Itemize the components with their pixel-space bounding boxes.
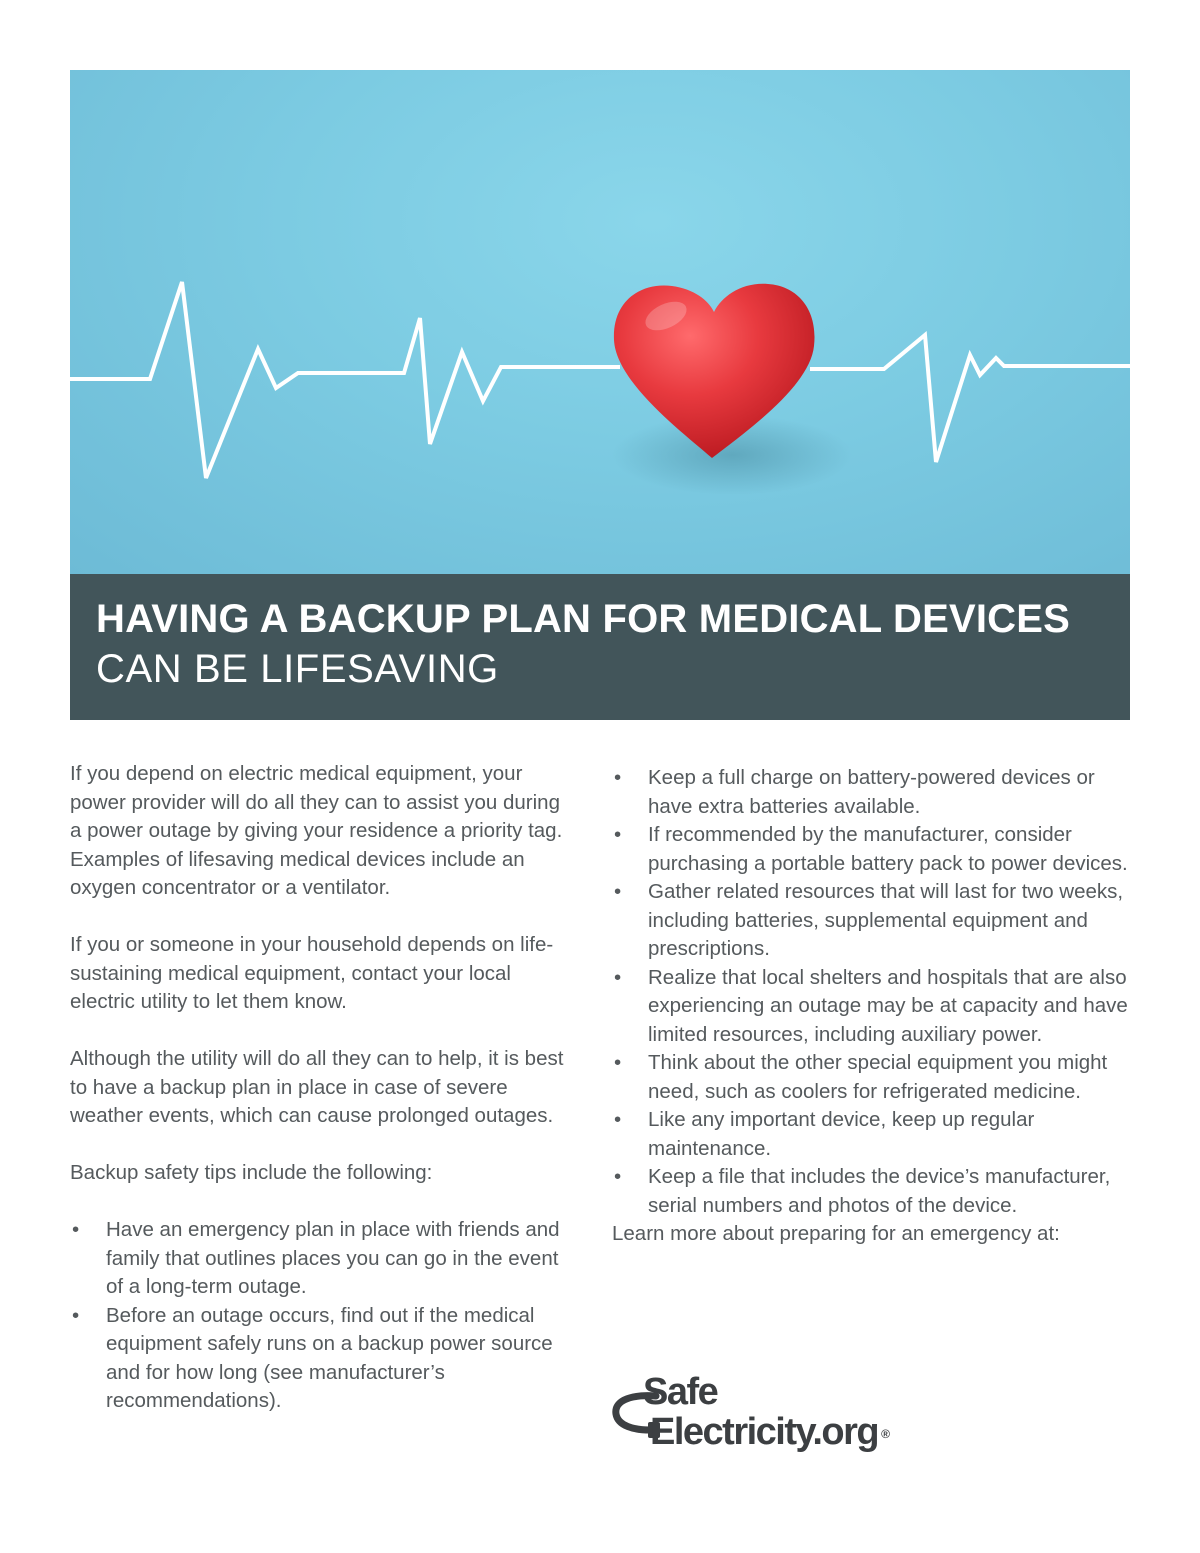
tip-text: Realize that local shelters and hospitals that are also experiencing an outage may be at capacity and have limited resources, including auxiliary power. xyxy=(648,965,1128,1046)
tip-text: Think about the other special equipment you might need, such as coolers for refrigerated medicine. xyxy=(648,1051,1108,1103)
tips-intro: Backup safety tips include the following: xyxy=(70,1161,433,1184)
list-item xyxy=(612,764,1132,821)
list-item xyxy=(612,821,1132,878)
tip-text: Before an outage occurs, find out if the medical equipment safely runs on a backup power source and for how long (see manufacturer’s recommendations). xyxy=(106,1303,553,1412)
bullet-icon: • xyxy=(614,1165,622,1188)
tip-text: Keep a file that includes the device’s manufacturer, serial numbers and photos of the device. xyxy=(648,1165,1111,1217)
tips-list-right xyxy=(612,764,1132,1220)
hero-illustration xyxy=(70,70,1130,574)
intro-paragraph-2: If you or someone in your household depends on life-sustaining medical equipment, contact your local electric utility to let them know. xyxy=(70,933,554,1013)
safe-electricity-logo[interactable] xyxy=(612,1372,932,1472)
page-title: HAVING A BACKUP PLAN FOR MEDICAL DEVICES xyxy=(96,597,1070,641)
logo-line-2 xyxy=(650,1410,890,1456)
left-column xyxy=(70,760,570,1416)
list-item xyxy=(70,1216,570,1302)
tip-text: Gather related resources that will last for two weeks, including batteries, supplemental equipment and prescriptions. xyxy=(648,880,1124,960)
bullet-icon: • xyxy=(614,1051,622,1074)
bullet-icon: • xyxy=(614,766,622,789)
logo-domain: Electricity.org xyxy=(650,1411,879,1453)
list-item xyxy=(612,1049,1132,1106)
list-item xyxy=(612,1163,1132,1220)
intro-paragraph-3: Although the utility will do all they can to help, it is best to have a backup plan in place in case of severe weather events, which can cause prolonged outages. xyxy=(70,1047,564,1127)
tip-text: Keep a full charge on battery-powered devices or have extra batteries available. xyxy=(648,766,1095,818)
right-column xyxy=(612,764,1132,1249)
list-item xyxy=(612,878,1132,964)
registered-mark: ® xyxy=(881,1427,890,1441)
list-item xyxy=(612,964,1132,1050)
bullet-icon: • xyxy=(72,1303,80,1327)
tip-text: Have an emergency plan in place with friends and family that outlines places you can go in the event of a long-term outage. xyxy=(106,1218,560,1298)
bullet-icon: • xyxy=(614,965,622,989)
bullet-icon: • xyxy=(614,1108,622,1131)
learn-more-text: Learn more about preparing for an emergency at: xyxy=(612,1222,1060,1245)
bullet-icon: • xyxy=(72,1218,80,1241)
page-subtitle: CAN BE LIFESAVING xyxy=(96,647,499,691)
hero-image xyxy=(70,70,1130,574)
list-item xyxy=(70,1302,570,1416)
bullet-icon: • xyxy=(614,823,622,846)
intro-paragraph-1: If you depend on electric medical equipment, your power provider will do all they can to assist you during a power outage by giving your residence a priority tag. Examples of lifesaving medical devices include an oxygen concentrator or a ventilator. xyxy=(70,762,563,899)
tips-list-left xyxy=(70,1216,570,1416)
heartbeat-line-icon xyxy=(70,282,1130,478)
list-item xyxy=(612,1106,1132,1163)
logo-line-1: Safe xyxy=(643,1371,718,1413)
tip-text: If recommended by the manufacturer, consider purchasing a portable battery pack to power devices. xyxy=(648,823,1128,875)
bullet-icon: • xyxy=(614,880,622,903)
title-banner xyxy=(70,574,1130,720)
tip-text: Like any important device, keep up regular maintenance. xyxy=(648,1108,1035,1160)
